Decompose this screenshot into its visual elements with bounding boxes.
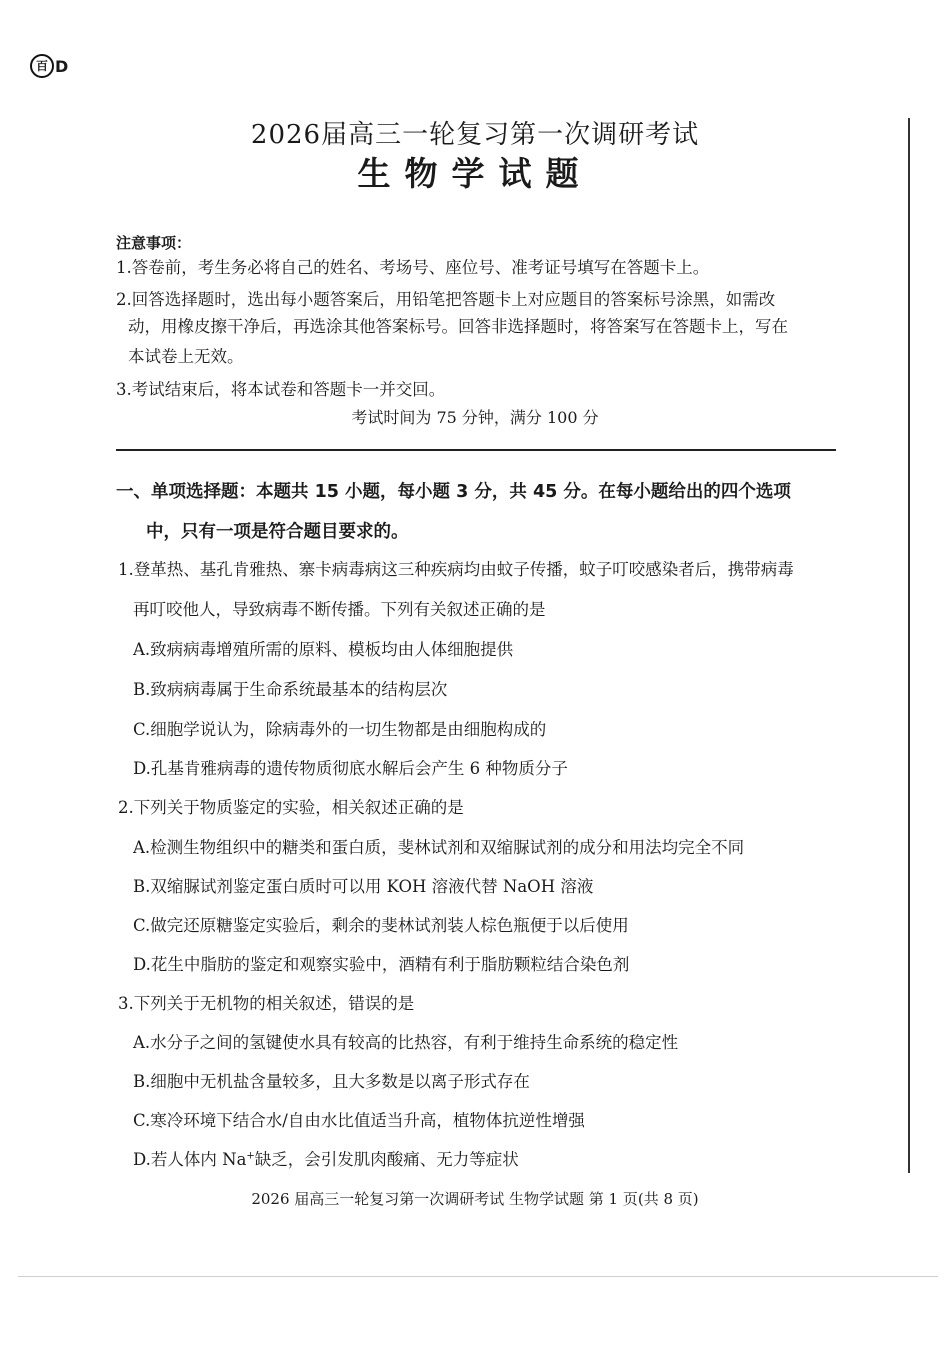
subject-title: 生物学试题 [357, 154, 593, 193]
circled-logo-icon: 百 [30, 54, 54, 78]
notes-heading: 注意事项： [116, 234, 192, 252]
brand-logo: 百 D [30, 54, 68, 78]
q3-option-d-prefix: D.若人体内 Na [133, 1150, 247, 1169]
section-heading-line1: 一、单项选择题：本题共 15 小题，每小题 3 分，共 45 分。在每小题给出的四个选项 [116, 482, 791, 502]
exam-title: 2026届高三一轮复习第一次调研考试 [250, 120, 700, 150]
q2-option-d: D.花生中脂肪的鉴定和观察实验中，酒精有利于脂肪颗粒结合染色剂 [133, 955, 630, 974]
note-item-1: 1.答卷前，考生务必将自己的姓名、考场号、座位号、准考证号填写在答题卡上。 [116, 258, 710, 277]
right-margin-rule [908, 118, 910, 1173]
q1-stem-line2: 再叮咬他人，导致病毒不断传播。下列有关叙述正确的是 [133, 600, 546, 619]
q2-option-b: B.双缩脲试剂鉴定蛋白质时可以用 KOH 溶液代替 NaOH 溶液 [133, 877, 594, 896]
section-heading [116, 472, 856, 552]
note-item-3: 3.考试结束后，将本试卷和答题卡一并交回。 [116, 380, 446, 399]
q1-option-b: B.致病病毒属于生命系统最基本的结构层次 [133, 680, 448, 699]
note-item-2-line3: 本试卷上无效。 [128, 347, 244, 366]
q3-option-d-superscript: + [246, 1150, 255, 1162]
q3-stem: 3.下列关于无机物的相关叙述，错误的是 [118, 994, 415, 1013]
page-footer: 2026 届高三一轮复习第一次调研考试 生物学试题 第 1 页(共 8 页) [251, 1190, 699, 1208]
exam-time-info: 考试时间为 75 分钟，满分 100 分 [351, 408, 599, 427]
q1-stem-line1: 1.登革热、基孔肯雅热、寨卡病毒病这三种疾病均由蚊子传播，蚊子叮咬感染者后，携带病毒 [118, 560, 794, 579]
q3-option-c: C.寒冷环境下结合水/自由水比值适当升高，植物体抗逆性增强 [133, 1111, 585, 1130]
note-item-2: 2.回答选择题时，选出每小题答案后，用铅笔把答题卡上对应题目的答案标号涂黑，如需改 [116, 290, 776, 309]
q3-option-d [133, 1146, 853, 1170]
section-heading-line2: 中，只有一项是符合题目要求的。 [146, 522, 409, 542]
note-item-2-line2: 动，用橡皮擦干净后，再选涂其他答案标号。回答非选择题时，将答案写在答题卡上，写在 [128, 317, 788, 336]
q3-option-a: A.水分子之间的氢键使水具有较高的比热容，有利于维持生命系统的稳定性 [133, 1033, 679, 1052]
q1-option-a: A.致病病毒增殖所需的原料、模板均由人体细胞提供 [133, 640, 514, 659]
q3-option-b: B.细胞中无机盐含量较多，且大多数是以离子形式存在 [133, 1072, 530, 1091]
q1-option-c: C.细胞学说认为，除病毒外的一切生物都是由细胞构成的 [133, 720, 547, 739]
header-divider [116, 449, 836, 451]
bottom-rule [18, 1276, 938, 1277]
note-item-2-end [116, 341, 851, 372]
note-item-2-cont [116, 311, 851, 342]
q1-option-d: D.孔基肯雅病毒的遗传物质彻底水解后会产生 6 种物质分子 [133, 759, 568, 778]
q2-option-a: A.检测生物组织中的糖类和蛋白质，斐林试剂和双缩脲试剂的成分和用法均完全不同 [133, 838, 745, 857]
q2-stem: 2.下列关于物质鉴定的实验，相关叙述正确的是 [118, 798, 464, 817]
q3-option-d-suffix: 缺乏，会引发肌肉酸痛、无力等症状 [254, 1150, 519, 1169]
q2-option-c: C.做完还原糖鉴定实验后，剩余的斐林试剂装人棕色瓶便于以后使用 [133, 916, 629, 935]
